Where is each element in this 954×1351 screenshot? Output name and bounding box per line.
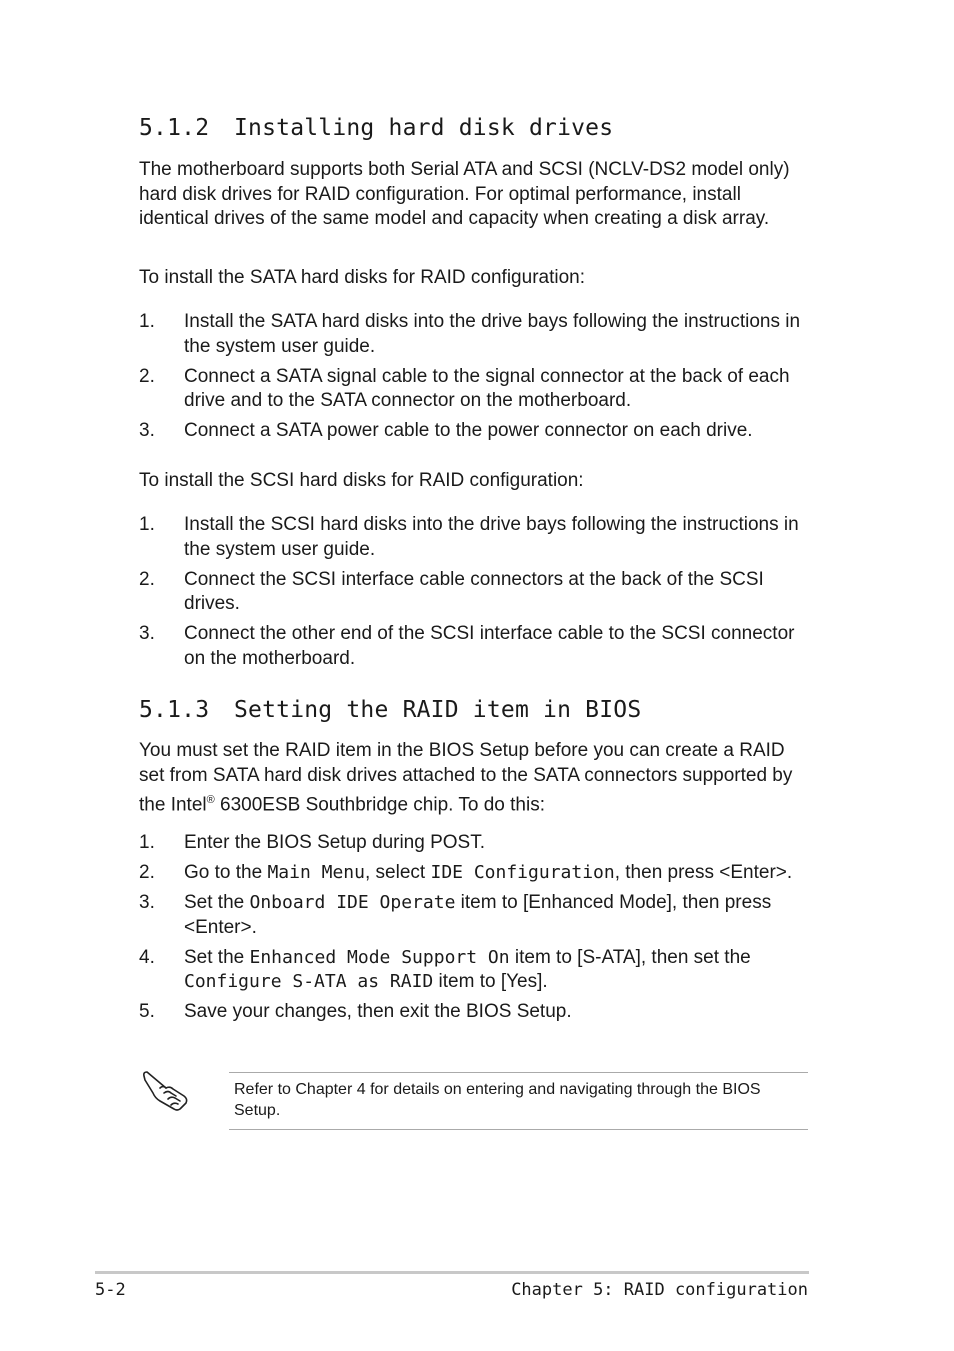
section-number: 5.1.3	[139, 697, 210, 723]
sata-lead: To install the SATA hard disks for RAID configuration:	[139, 267, 585, 288]
section-intro	[139, 739, 809, 818]
list-item	[139, 831, 809, 856]
item-text: Go to the	[184, 862, 268, 883]
item-number: 2.	[139, 862, 155, 883]
section-title: Installing hard disk drives	[234, 115, 614, 141]
item-text: , select	[365, 862, 431, 883]
item-text: Set the	[184, 946, 250, 968]
item-text: item to [Enhanced Mode], then press <Enter>.	[184, 892, 772, 938]
item-text: Connect the other end of the SCSI interface cable to the SCSI connector on the motherboard.	[184, 623, 795, 669]
hand-pointing-icon	[140, 1068, 192, 1112]
chapter-title: Chapter 5: RAID configuration	[511, 1280, 808, 1300]
sata-steps	[139, 310, 809, 449]
item-number: 1.	[139, 832, 155, 853]
item-text: Connect a SATA signal cable to the signal connector at the back of each drive and to the SATA connector on the motherboard.	[184, 365, 790, 411]
list-item	[139, 419, 809, 444]
item-number: 3.	[139, 623, 155, 644]
list-item	[139, 568, 809, 617]
list-item	[139, 891, 809, 940]
list-item	[139, 365, 809, 414]
intro-text-end: 6300ESB Southbridge chip. To do this:	[214, 794, 545, 816]
note-text: Refer to Chapter 4 for details on entering and navigating through the BIOS Setup.	[234, 1081, 761, 1119]
list-item	[139, 310, 809, 359]
item-text: Set the	[184, 892, 250, 913]
item-number: 1.	[139, 514, 155, 535]
menu-keyword: Main Menu	[267, 862, 365, 883]
item-number: 4.	[139, 946, 155, 968]
section-heading-5-1-2	[139, 115, 613, 141]
scsi-steps	[139, 513, 809, 677]
item-number: 2.	[139, 568, 155, 590]
registered-mark: ®	[206, 794, 215, 806]
page-number: 5-2	[95, 1280, 126, 1300]
section-intro: The motherboard supports both Serial ATA and SCSI (NCLV-DS2 model only) hard disk drives for RAID configuration. For optimal performance, install identical drives of the same model and capacity when creating a disk array.	[139, 159, 790, 229]
list-item	[139, 1000, 809, 1025]
item-text: item to [S-ATA], then set the	[509, 946, 751, 968]
footer-rule	[95, 1271, 809, 1274]
item-text: Connect a SATA power cable to the power connector on each drive.	[184, 420, 753, 441]
list-item	[139, 946, 809, 995]
item-number: 1.	[139, 311, 155, 332]
item-text: Install the SATA hard disks into the drive bays following the instructions in the system user guide.	[184, 311, 801, 357]
item-text: Connect the SCSI interface cable connectors at the back of the SCSI drives.	[184, 568, 764, 614]
menu-keyword: IDE Configuration	[430, 862, 615, 883]
item-text: item to [Yes].	[433, 971, 548, 992]
section-title: Setting the RAID item in BIOS	[234, 697, 642, 723]
scsi-lead: To install the SCSI hard disks for RAID configuration:	[139, 470, 584, 491]
list-item	[139, 622, 809, 671]
menu-keyword: Configure S-ATA as RAID	[184, 971, 434, 992]
item-number: 5.	[139, 1001, 155, 1022]
item-text: Enter the BIOS Setup during POST.	[184, 832, 485, 853]
item-text: Save your changes, then exit the BIOS Setup.	[184, 1001, 572, 1022]
item-number: 3.	[139, 892, 155, 913]
item-text: , then press <Enter>.	[614, 862, 793, 883]
section-number: 5.1.2	[139, 115, 210, 141]
menu-keyword: Enhanced Mode Support On	[249, 946, 510, 968]
menu-keyword: Onboard IDE Operate	[249, 892, 456, 913]
item-text: Install the SCSI hard disks into the drive bays following the instructions in the system user guide.	[184, 514, 799, 560]
item-number: 3.	[139, 420, 155, 441]
section-heading-5-1-3	[139, 697, 641, 723]
list-item	[139, 861, 809, 886]
bios-steps	[139, 831, 809, 1030]
list-item	[139, 513, 809, 562]
intro-text: You must set the RAID item in the BIOS Setup before you can create a RAID set from SATA hard disk drives attached to the SATA connectors supported by the Intel	[139, 740, 793, 816]
item-number: 2.	[139, 365, 155, 387]
